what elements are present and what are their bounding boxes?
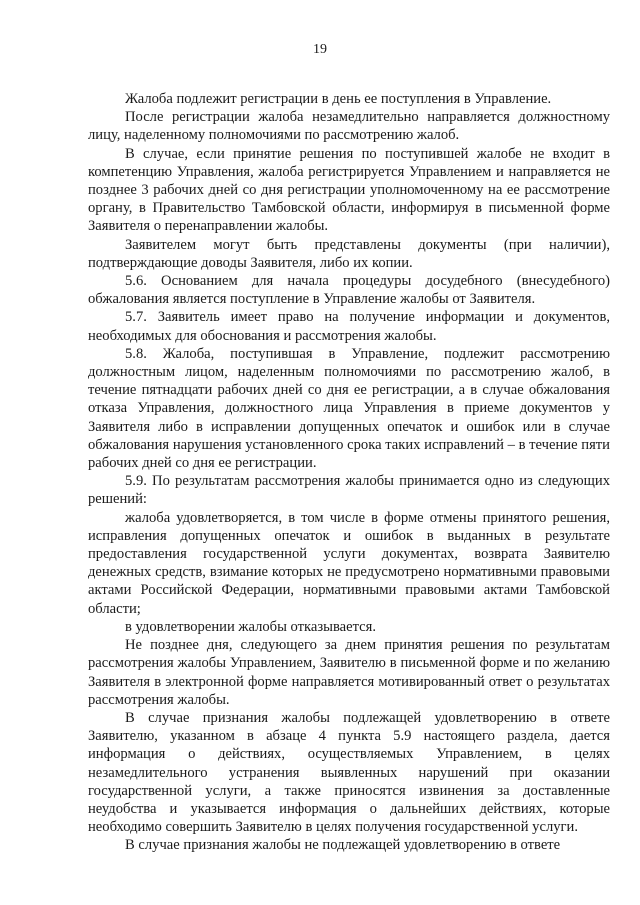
paragraph: 5.8. Жалоба, поступившая в Управление, подлежит рассмотрению должностным лицом, наделенным полномочиями по рассмотрению жалоб, в течение пятнадцати рабочих дней со дня ее регистрации, а в случае обжалования отказа Управления, должностного лица Управления в приеме документов у Заявителя либо в исправлении допущенных опечаток и ошибок или в случае обжалования нарушения установленного срока таких исправлений – в течение пяти рабочих дней со дня ее регистрации.	[88, 345, 610, 472]
paragraph: 5.9. По результатам рассмотрения жалобы принимается одно из следующих решений:	[88, 473, 610, 508]
paragraph: Заявителем могут быть представлены документы (при наличии), подтверждающие доводы Заявителя, либо их копии.	[88, 236, 610, 271]
paragraph: в удовлетворении жалобы отказывается.	[125, 618, 377, 635]
paragraph: В случае признания жалобы не подлежащей удовлетворению в ответе	[125, 837, 561, 854]
paragraph: В случае, если принятие решения по поступившей жалобе не входит в компетенцию Управления, жалоба регистрируется Управлением и направляется не позднее 3 рабочих дней со дня регистрации уполномоченному на ее рассмотрение органу, в Правительство Тамбовской области, информируя в письменной форме Заявителя о перенаправлении жалобы.	[88, 145, 610, 235]
paragraph: Не позднее дня, следующего за днем принятия решения по результатам рассмотрения жалобы Управлением, Заявителю в письменной форме и по желанию Заявителя в электронной форме направляется мотивированный ответ о результатах рассмотрения жалобы.	[88, 637, 610, 708]
paragraph: После регистрации жалоба незамедлительно направляется должностному лицу, наделенному полномочиями по рассмотрению жалоб.	[88, 109, 610, 144]
paragraph: жалоба удовлетворяется, в том числе в форме отмены принятого решения, исправления допущенных опечаток и ошибок в выданных в результате предоставления государственной услуги документах, возврата Заявителю денежных средств, взимание которых не предусмотрено нормативными правовыми актами Российской Федерации, нормативными правовыми актами Тамбовской области;	[88, 509, 610, 617]
page-number: 19	[313, 42, 327, 57]
paragraph: Жалоба подлежит регистрации в день ее поступления в Управление.	[125, 91, 552, 107]
document-body	[88, 90, 610, 855]
paragraph: В случае признания жалобы подлежащей удовлетворению в ответе Заявителю, указанном в абзаце 4 пункта 5.9 настоящего раздела, дается информация о действиях, осуществляемых Управлением, в целях незамедлительного устранения выявленных нарушений при оказании государственной услуги, а также приносятся извинения за доставленные неудобства и указывается информация о дальнейших действиях, которые необходимо совершить Заявителю в целях получения государственной услуги.	[88, 709, 610, 836]
paragraph: 5.6. Основанием для начала процедуры досудебного (внесудебного) обжалования является поступление в Управление жалобы от Заявителя.	[88, 273, 610, 308]
paragraph: 5.7. Заявитель имеет право на получение информации и документов, необходимых для обоснования и рассмотрения жалобы.	[88, 309, 610, 344]
